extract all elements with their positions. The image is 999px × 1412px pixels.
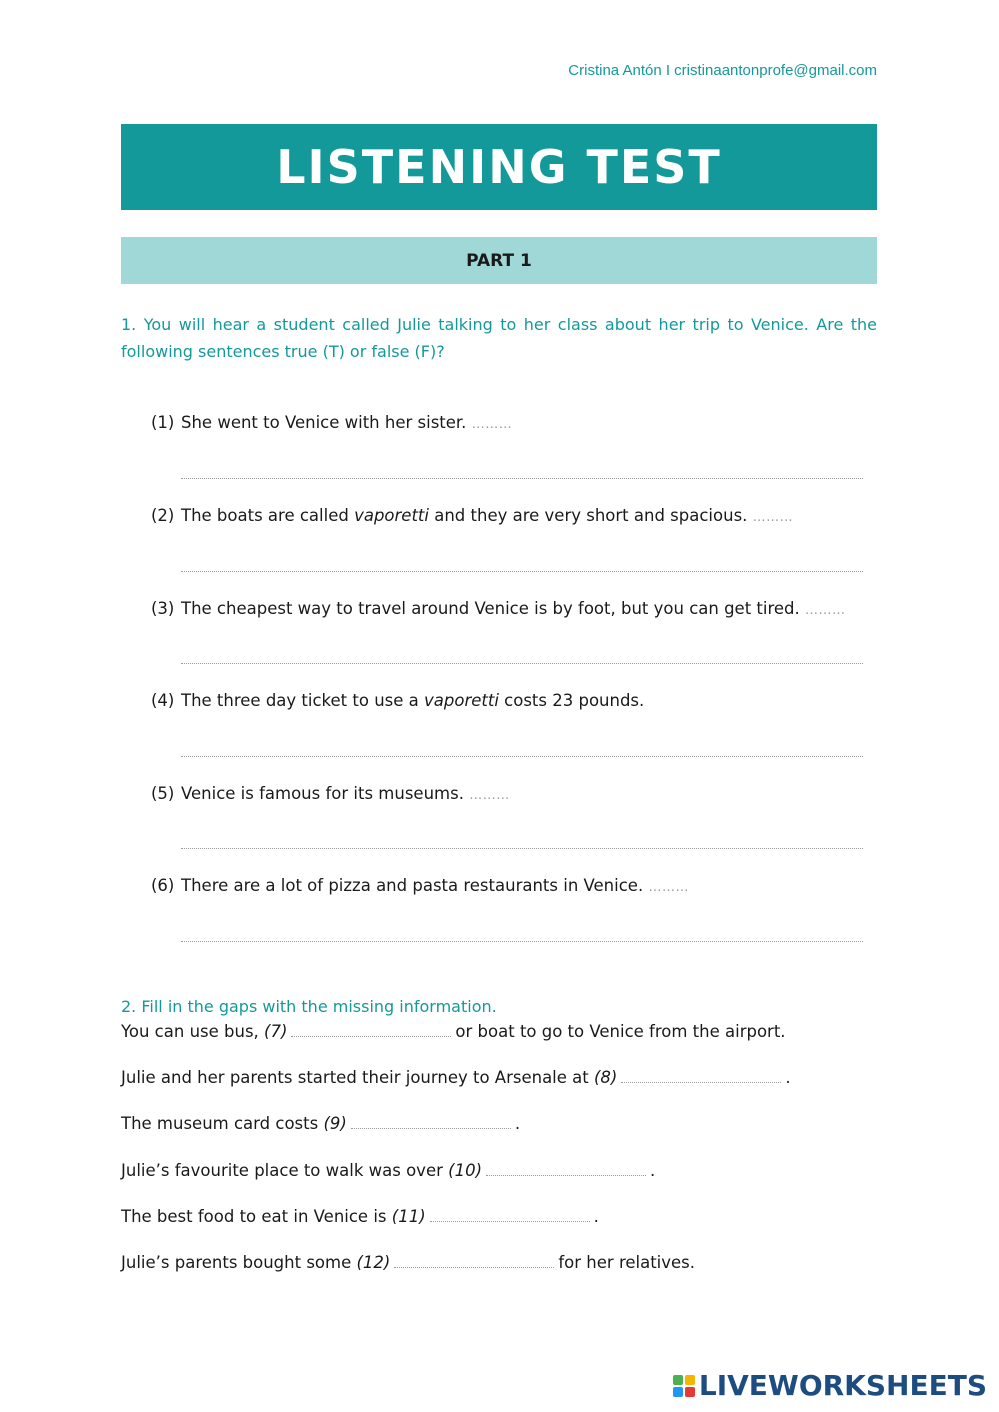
tf-question-3 [151, 599, 846, 618]
question-text: The boats are called [181, 506, 355, 525]
sentence-text: Julie’s parents bought some [121, 1253, 352, 1272]
sentence-text: The best food to eat in Venice is [121, 1207, 387, 1226]
sentence-text-after: or boat to go to Venice from the airport. [455, 1022, 786, 1041]
gap-sentence-11 [121, 1207, 599, 1226]
question-text-after: costs 23 pounds. [498, 691, 645, 710]
sentence-text: Julie and her parents started their journey to Arsenale at [121, 1068, 589, 1087]
tf-answer-blank[interactable]: ……… [805, 603, 846, 618]
answer-line-3[interactable] [181, 663, 863, 664]
answer-line-1[interactable] [181, 478, 863, 479]
gap-sentence-7 [121, 1022, 786, 1041]
tf-question-1 [151, 413, 512, 432]
question-number: (2) [151, 506, 175, 525]
answer-line-6[interactable] [181, 941, 863, 942]
exercise2-instruction: 2. Fill in the gaps with the missing information. [121, 997, 497, 1016]
tf-answer-blank[interactable]: ……… [648, 880, 689, 895]
part-banner [121, 237, 877, 284]
gap-blank[interactable] [486, 1163, 646, 1176]
gap-sentence-9 [121, 1114, 520, 1133]
tf-question-6 [151, 876, 689, 895]
author-credit: Cristina Antón I cristinaantonprofe@gmail.com [568, 62, 877, 79]
gap-sentence-8 [121, 1068, 791, 1087]
liveworksheets-icon [673, 1375, 695, 1397]
gap-number: (7) [264, 1022, 288, 1041]
brand-name: LIVEWORKSHEETS [698, 1369, 987, 1402]
gap-blank[interactable] [291, 1024, 451, 1037]
gap-number: (11) [391, 1207, 426, 1226]
sentence-text-after: . [593, 1207, 599, 1226]
gap-blank[interactable] [621, 1070, 781, 1083]
sentence-text-after: . [785, 1068, 791, 1087]
question-text: There are a lot of pizza and pasta restaurants in Venice. [181, 876, 644, 895]
gap-blank[interactable] [351, 1116, 511, 1129]
answer-line-2[interactable] [181, 571, 863, 572]
sentence-text-after: . [514, 1114, 521, 1133]
tf-answer-blank[interactable]: ……… [752, 510, 794, 525]
question-text: The cheapest way to travel around Venice is by foot, but you can get tired. [181, 599, 800, 618]
question-number: (4) [151, 691, 175, 710]
liveworksheets-logo [673, 1369, 987, 1402]
question-text: She went to Venice with her sister. [181, 413, 467, 432]
gap-number: (8) [594, 1068, 618, 1087]
tf-answer-blank[interactable]: ……… [469, 788, 510, 803]
gap-number: (10) [448, 1161, 483, 1180]
tf-question-2 [151, 506, 793, 525]
tf-answer-blank[interactable]: ……… [471, 417, 513, 432]
part-label: PART 1 [466, 250, 532, 271]
sentence-text: You can use bus, [121, 1022, 259, 1041]
exercise1-instruction: 1. You will hear a student called Julie talking to her class about her trip to Venice. Are the following sentences true (T) or false (F)? [121, 315, 877, 361]
tf-question-4 [151, 691, 644, 710]
sentence-text-after: . [650, 1161, 656, 1180]
gap-blank[interactable] [394, 1255, 554, 1268]
question-text-after: and they are very short and spacious. [428, 506, 748, 525]
gap-number: (9) [323, 1114, 347, 1133]
question-number: (6) [151, 876, 175, 895]
question-text: The three day ticket to use a [181, 691, 424, 710]
answer-line-5[interactable] [181, 848, 863, 849]
question-italic-word: vaporetti [354, 506, 429, 525]
gap-sentence-10 [121, 1161, 655, 1180]
question-italic-word: vaporetti [424, 691, 499, 710]
title-banner [121, 124, 877, 210]
sentence-text: The museum card costs [121, 1114, 319, 1133]
sentence-text-after: for her relatives. [558, 1253, 696, 1272]
question-number: (3) [151, 599, 175, 618]
question-text: Venice is famous for its museums. [181, 784, 464, 803]
tf-question-5 [151, 784, 510, 803]
gap-sentence-12 [121, 1253, 695, 1272]
question-number: (1) [151, 413, 175, 432]
sentence-text: Julie’s favourite place to walk was over [121, 1161, 443, 1180]
question-number: (5) [151, 784, 175, 803]
answer-line-4[interactable] [181, 756, 863, 757]
gap-number: (12) [356, 1253, 391, 1272]
gap-blank[interactable] [430, 1209, 590, 1222]
page-title: LISTENING TEST [276, 140, 722, 194]
